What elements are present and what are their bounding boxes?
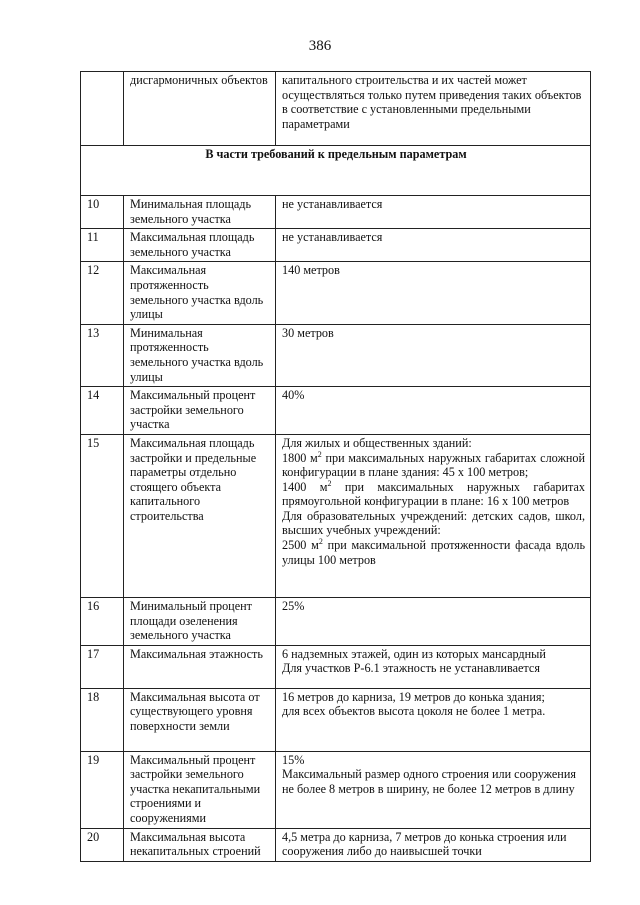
value-line: 1800 $м^2$ при максимальных наружных габаритах сложной конфигурации в плане здания: 45 х 100 метров; — [282, 449, 585, 480]
parameter-value — [276, 645, 591, 688]
row-number: 16 — [81, 597, 124, 645]
regulations-table — [80, 71, 591, 862]
table-row — [81, 434, 591, 597]
value-line: Для участков Р-6.1 этажность не устанавливается — [282, 661, 540, 676]
row-number: 15 — [81, 434, 124, 597]
parameter-value: не устанавливается — [276, 229, 591, 262]
parameter-name: Максимальная высота от существующего уровня поверхности земли — [124, 688, 276, 751]
value-line: 16 метров до карниза, 19 метров до конька здания; — [282, 689, 545, 704]
parameter-name: дисгармоничных объектов — [124, 72, 276, 146]
row-number: 12 — [81, 262, 124, 324]
value-line: 2500 $м^2$ при максимальной протяженности фасада вдоль улицы 100 метров — [282, 537, 586, 567]
parameter-name: Минимальная протяженность земельного участка вдоль улицы — [124, 324, 276, 386]
parameter-value: не устанавливается — [276, 196, 591, 229]
table-row — [81, 597, 591, 645]
parameter-name: Максимальная площадь застройки и предельные параметры отдельно стоящего объекта капитального строительства — [124, 434, 276, 597]
row-number: 19 — [81, 751, 124, 828]
parameter-name: Минимальный процент площади озеленения земельного участка — [124, 597, 276, 645]
table-row — [81, 72, 591, 146]
parameter-name: Максимальная этажность — [124, 645, 276, 688]
value-line: 1400 $м^2$ при максимальных наружных габаритах прямоугольной конфигурации в плане: 16 х 100 метров — [282, 478, 585, 509]
parameter-value: 140 метров — [276, 262, 591, 324]
table-row — [81, 229, 591, 262]
value-line: 15% — [282, 752, 305, 767]
table-row — [81, 688, 591, 751]
parameter-name: Максимальный процент застройки земельного участка некапитальными строениями и сооружениями — [124, 751, 276, 828]
parameter-value: 4,5 метра до карниза, 7 метров до конька строения или сооружения либо до наивысшей точки — [276, 828, 591, 861]
row-number: 14 — [81, 387, 124, 435]
value-line: Для образовательных учреждений: детских садов, школ, высших учебных учреждений: — [282, 508, 585, 538]
row-number — [81, 72, 124, 146]
parameter-value — [276, 688, 591, 751]
parameter-name: Максимальная площадь земельного участка — [124, 229, 276, 262]
table-row — [81, 262, 591, 324]
value-line: Максимальный размер одного строения или сооружения не более 8 метров в ширину, не более 12 метров в длину — [282, 767, 576, 796]
table-row — [81, 387, 591, 435]
row-number: 13 — [81, 324, 124, 386]
table-row — [81, 645, 591, 688]
parameter-value: 25% — [276, 597, 591, 645]
parameter-value — [276, 434, 591, 597]
table-row — [81, 828, 591, 861]
value-line: для всех объектов высота цоколя не более 1 метра. — [282, 704, 546, 719]
parameter-name: Максимальный процент застройки земельного участка — [124, 387, 276, 435]
table-row — [81, 324, 591, 386]
parameter-name: Максимальная протяженность земельного участка вдоль улицы — [124, 262, 276, 324]
page-number: 386 — [308, 38, 332, 54]
parameter-name: Максимальная высота некапитальных строений — [124, 828, 276, 861]
row-number: 11 — [81, 229, 124, 262]
row-number: 17 — [81, 645, 124, 688]
row-number: 20 — [81, 828, 124, 861]
row-number: 18 — [81, 688, 124, 751]
value-line: Для жилых и общественных зданий: — [282, 435, 472, 450]
table-row — [81, 751, 591, 828]
value-line: 6 надземных этажей, один из которых мансардный — [282, 646, 546, 661]
section-heading-row — [81, 146, 591, 196]
parameter-value: 30 метров — [276, 324, 591, 386]
table-row — [81, 196, 591, 229]
parameter-value — [276, 751, 591, 828]
parameter-value: капитального строительства и их частей может осуществляться только путем приведения таких объектов в соответствие с установленными предельными параметрами — [276, 72, 591, 146]
parameter-value: 40% — [276, 387, 591, 435]
row-number: 10 — [81, 196, 124, 229]
parameter-name: Минимальная площадь земельного участка — [124, 196, 276, 229]
section-heading: В части требований к предельным параметрам — [81, 146, 591, 196]
